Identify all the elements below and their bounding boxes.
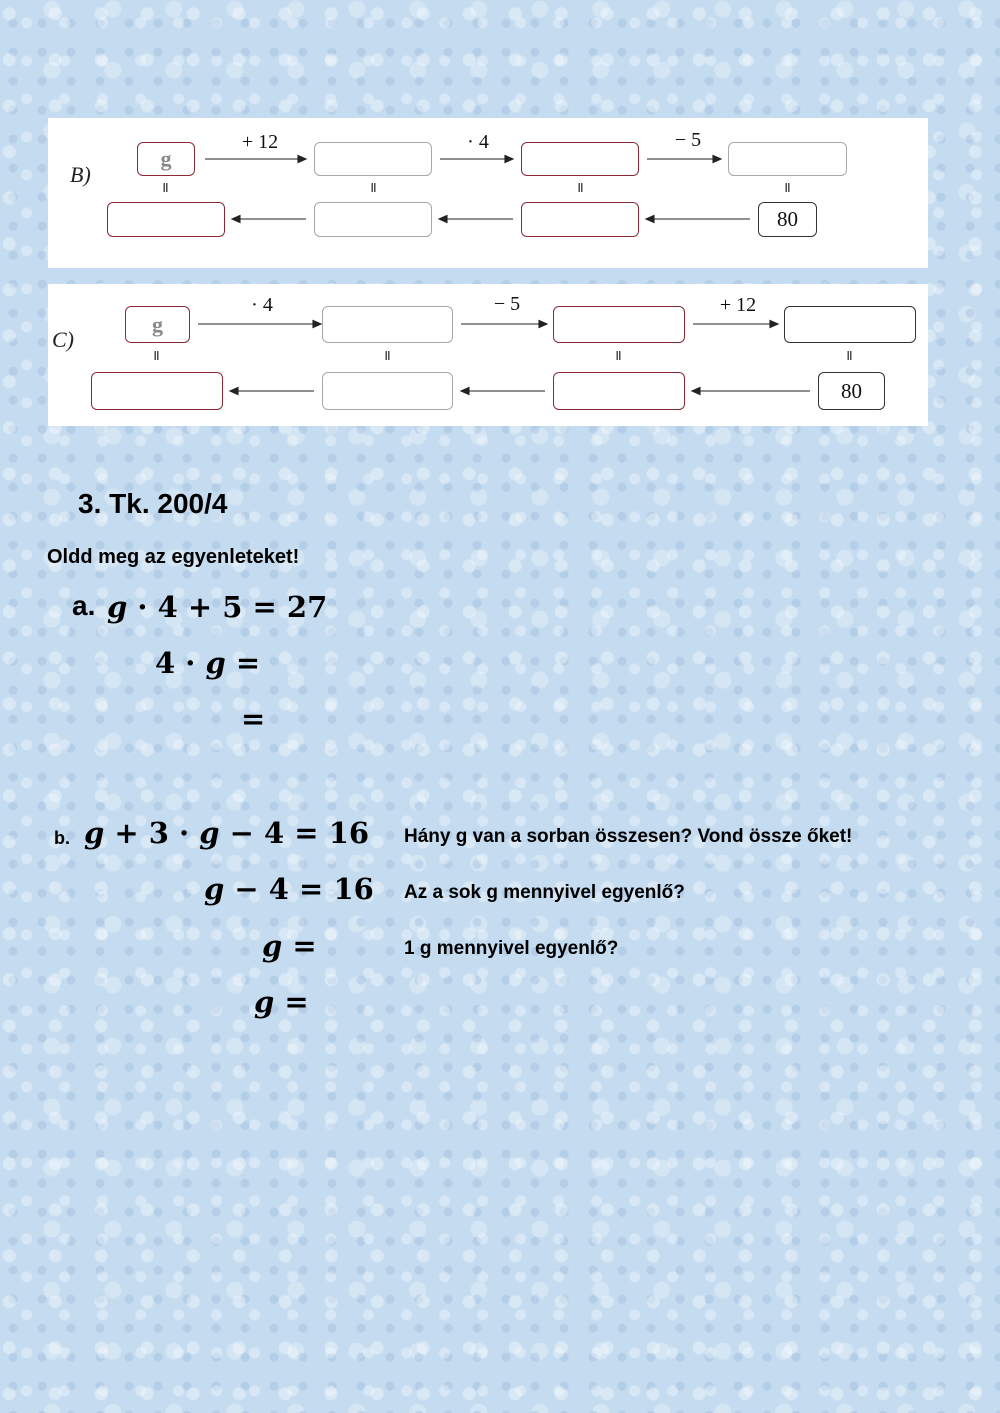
diagram-label: B) [70, 162, 91, 187]
exercise-heading [78, 488, 227, 520]
diagram-c-panel [48, 284, 928, 426]
equal-mark: II [784, 180, 790, 195]
operation-label: · 4 [251, 294, 273, 316]
part-b-label: b. [54, 828, 70, 848]
equation-line: g = [254, 985, 309, 1019]
hint-text: 1 g mennyivel egyenlő? [404, 938, 619, 959]
instruction-text: Oldd meg az egyenleteket! [47, 546, 300, 568]
variable-symbol: g [160, 146, 172, 171]
equation-line: g = [262, 929, 317, 963]
equation-line: 4 · g = [155, 646, 261, 680]
variable-symbol: g [152, 311, 163, 337]
operation-label: − 5 [493, 293, 521, 315]
operation-label: + 12 [241, 131, 279, 153]
equal-mark: II [615, 348, 621, 363]
diagram-arrows [48, 118, 928, 268]
equal-mark: II [846, 348, 852, 363]
part-a-label: a. [72, 590, 96, 621]
equal-mark: II [370, 180, 376, 195]
equation-line: g − 4 = 16 [204, 872, 374, 906]
diagram-arrows [48, 284, 928, 426]
equal-mark: II [384, 348, 390, 363]
end-value-box: 80 [818, 372, 885, 410]
equation-line: g · 4 + 5 = 27 [107, 590, 328, 624]
equation-line: g + 3 · g − 4 = 16 [84, 816, 370, 850]
diagram-label: C) [52, 327, 74, 352]
end-value-box: 80 [758, 202, 817, 237]
diagram-b-panel [48, 118, 928, 268]
hint-text: Az a sok g mennyivel egyenlő? [404, 882, 685, 903]
equation-line: = [241, 702, 266, 736]
exercise-title: Tk. 200/4 [109, 488, 228, 519]
equal-mark: II [153, 348, 159, 363]
exercise-number: 3. [78, 488, 102, 519]
equal-mark: II [577, 180, 583, 195]
equal-mark: II [162, 180, 168, 195]
operation-label: + 12 [719, 294, 757, 316]
hint-text: Hány g van a sorban összesen? Vond össze őket! [404, 826, 853, 847]
operation-label: · 4 [467, 131, 489, 153]
operation-label: − 5 [674, 129, 702, 151]
